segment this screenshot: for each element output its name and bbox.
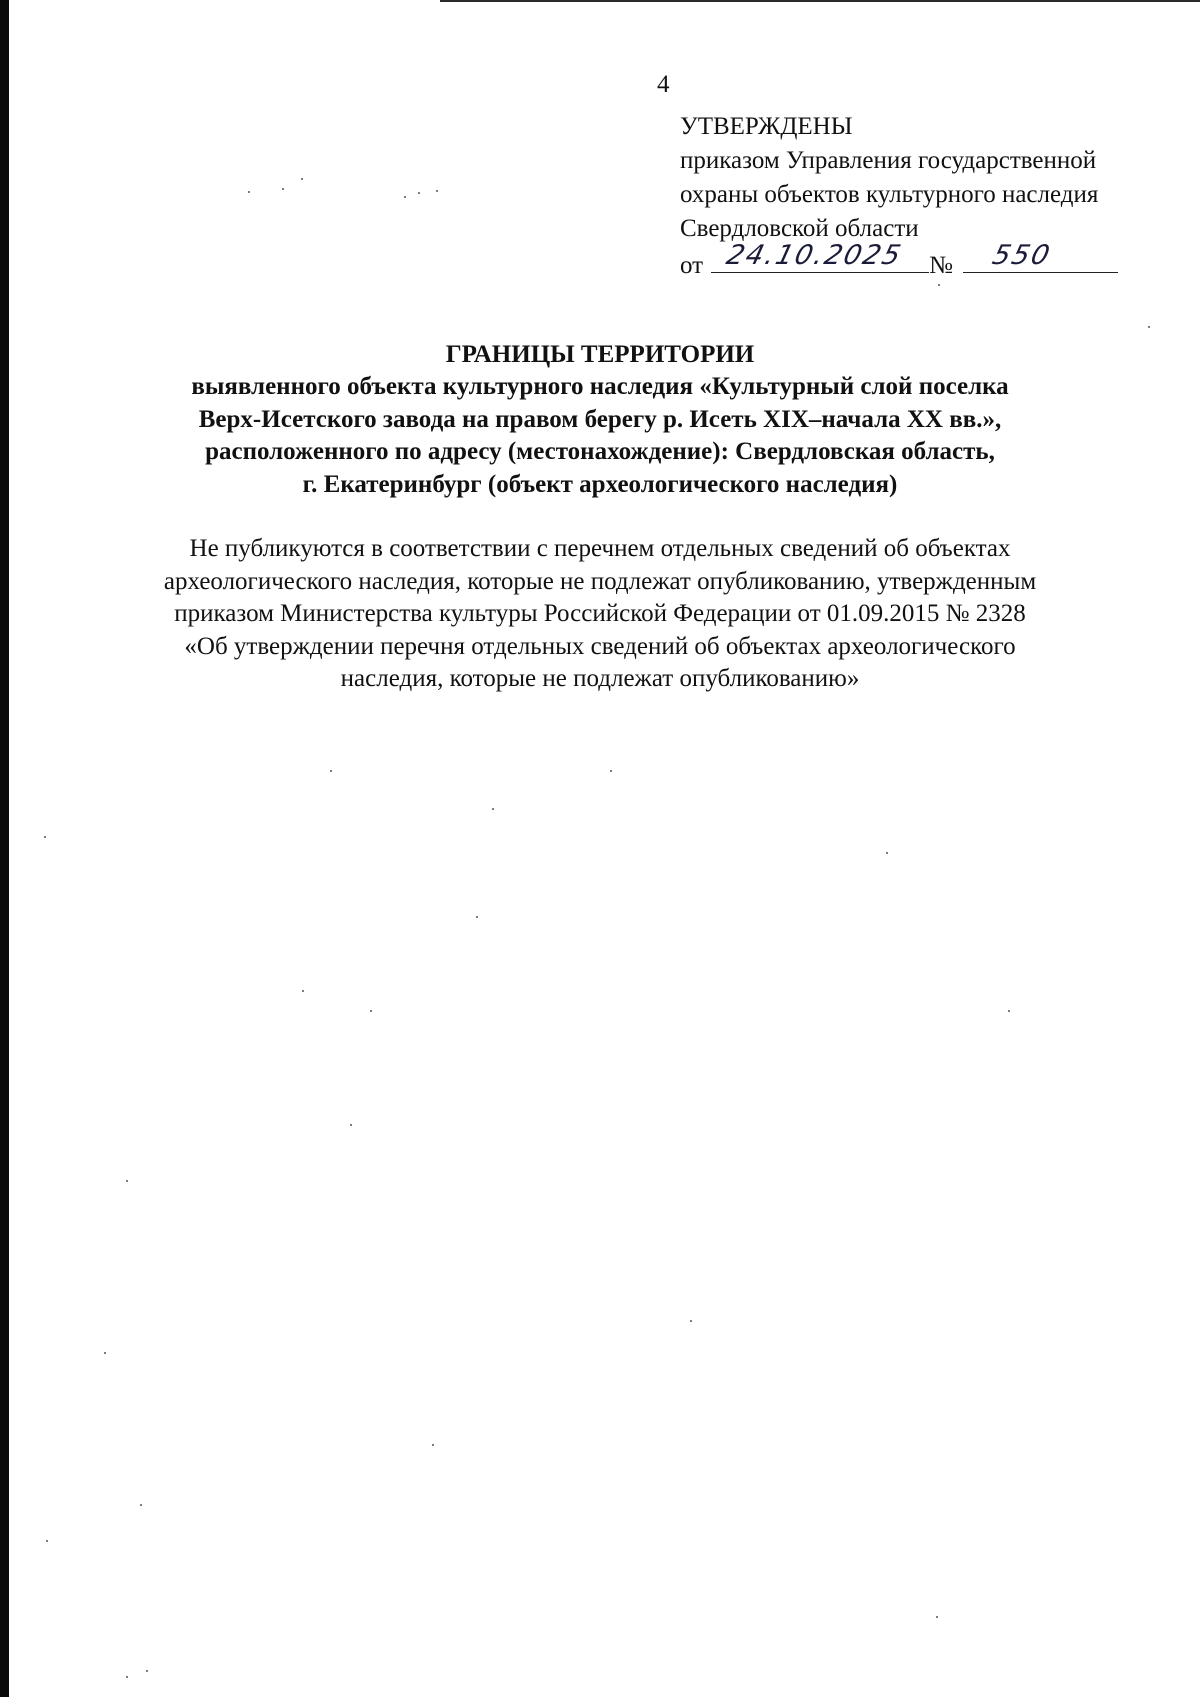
- scan-speck: [302, 990, 304, 992]
- date-label: от: [680, 252, 704, 279]
- scan-speck: [432, 1444, 434, 1446]
- scan-speck: [610, 770, 612, 772]
- body-line: «Об утверждении перечня отдельных сведений об объектах археологического: [184, 632, 1016, 660]
- approval-line-3: Свердловской области: [680, 215, 919, 242]
- subtitle-line: выявленного объекта культурного наследия «Культурный слой поселка: [191, 373, 1009, 400]
- scan-speck: [126, 1676, 128, 1678]
- date-blank: [711, 240, 929, 273]
- scan-speck: [476, 916, 478, 918]
- number-blank: [963, 240, 1118, 273]
- handwritten-number: 550: [989, 240, 1055, 271]
- approval-line-2: охраны объектов культурного наследия: [680, 181, 1099, 208]
- body-line: наследия, которые не подлежат опубликованию»: [340, 665, 860, 692]
- handwritten-date: 24.10.2025: [723, 240, 906, 271]
- scan-speck: [104, 1352, 106, 1354]
- scan-speck: [248, 191, 250, 193]
- scan-speck: [492, 808, 494, 810]
- scan-speck: [146, 1670, 148, 1672]
- scan-speck: [936, 1616, 938, 1618]
- approval-title: УТВЕРЖДЕНЫ: [680, 113, 853, 140]
- body-line: археологического наследия, которые не подлежат опубликованию, утвержденным: [163, 567, 1037, 595]
- scan-speck: [46, 1540, 48, 1542]
- subtitle-line: расположенного по адресу (местонахождение): Свердловская область,: [205, 438, 995, 465]
- scan-speck: [886, 852, 888, 854]
- scan-speck: [404, 196, 406, 198]
- scan-speck: [938, 284, 940, 286]
- scan-speck: [350, 1124, 352, 1126]
- document-subtitle: [0, 371, 1200, 501]
- approval-block: [680, 110, 1180, 280]
- scan-edge-top: [440, 0, 1200, 2]
- scan-speck: [126, 1180, 128, 1182]
- body-line: Не публикуются в соответствии с перечнем отдельных сведений об объектах: [189, 535, 1011, 562]
- number-label: №: [929, 252, 953, 279]
- body-paragraph: [0, 533, 1200, 696]
- scan-speck: [330, 770, 332, 772]
- scan-speck: [282, 188, 284, 190]
- body-line: приказом Министерства культуры Российской Федерации от 01.09.2015 № 2328: [174, 600, 1026, 627]
- scan-speck: [370, 1010, 372, 1012]
- scan-speck: [1148, 326, 1150, 328]
- document-title: ГРАНИЦЫ ТЕРРИТОРИИ: [445, 341, 755, 368]
- scan-speck: [301, 178, 303, 180]
- approval-line-1: приказом Управления государственной: [680, 147, 1097, 174]
- subtitle-line: г. Екатеринбург (объект археологического наследия): [302, 470, 898, 498]
- scan-speck: [140, 1504, 142, 1506]
- scan-speck: [436, 190, 438, 192]
- page-number: 4: [657, 71, 670, 98]
- scan-speck: [418, 192, 420, 194]
- subtitle-line: Верх-Исетского завода на правом берегу р. Исеть XIX–начала XX вв.»,: [198, 405, 1002, 433]
- scan-speck: [690, 1320, 692, 1322]
- scan-edge-left: [0, 0, 9, 1697]
- scan-speck: [1008, 1010, 1010, 1012]
- scan-speck: [44, 836, 46, 838]
- approval-date-line: [680, 240, 1180, 280]
